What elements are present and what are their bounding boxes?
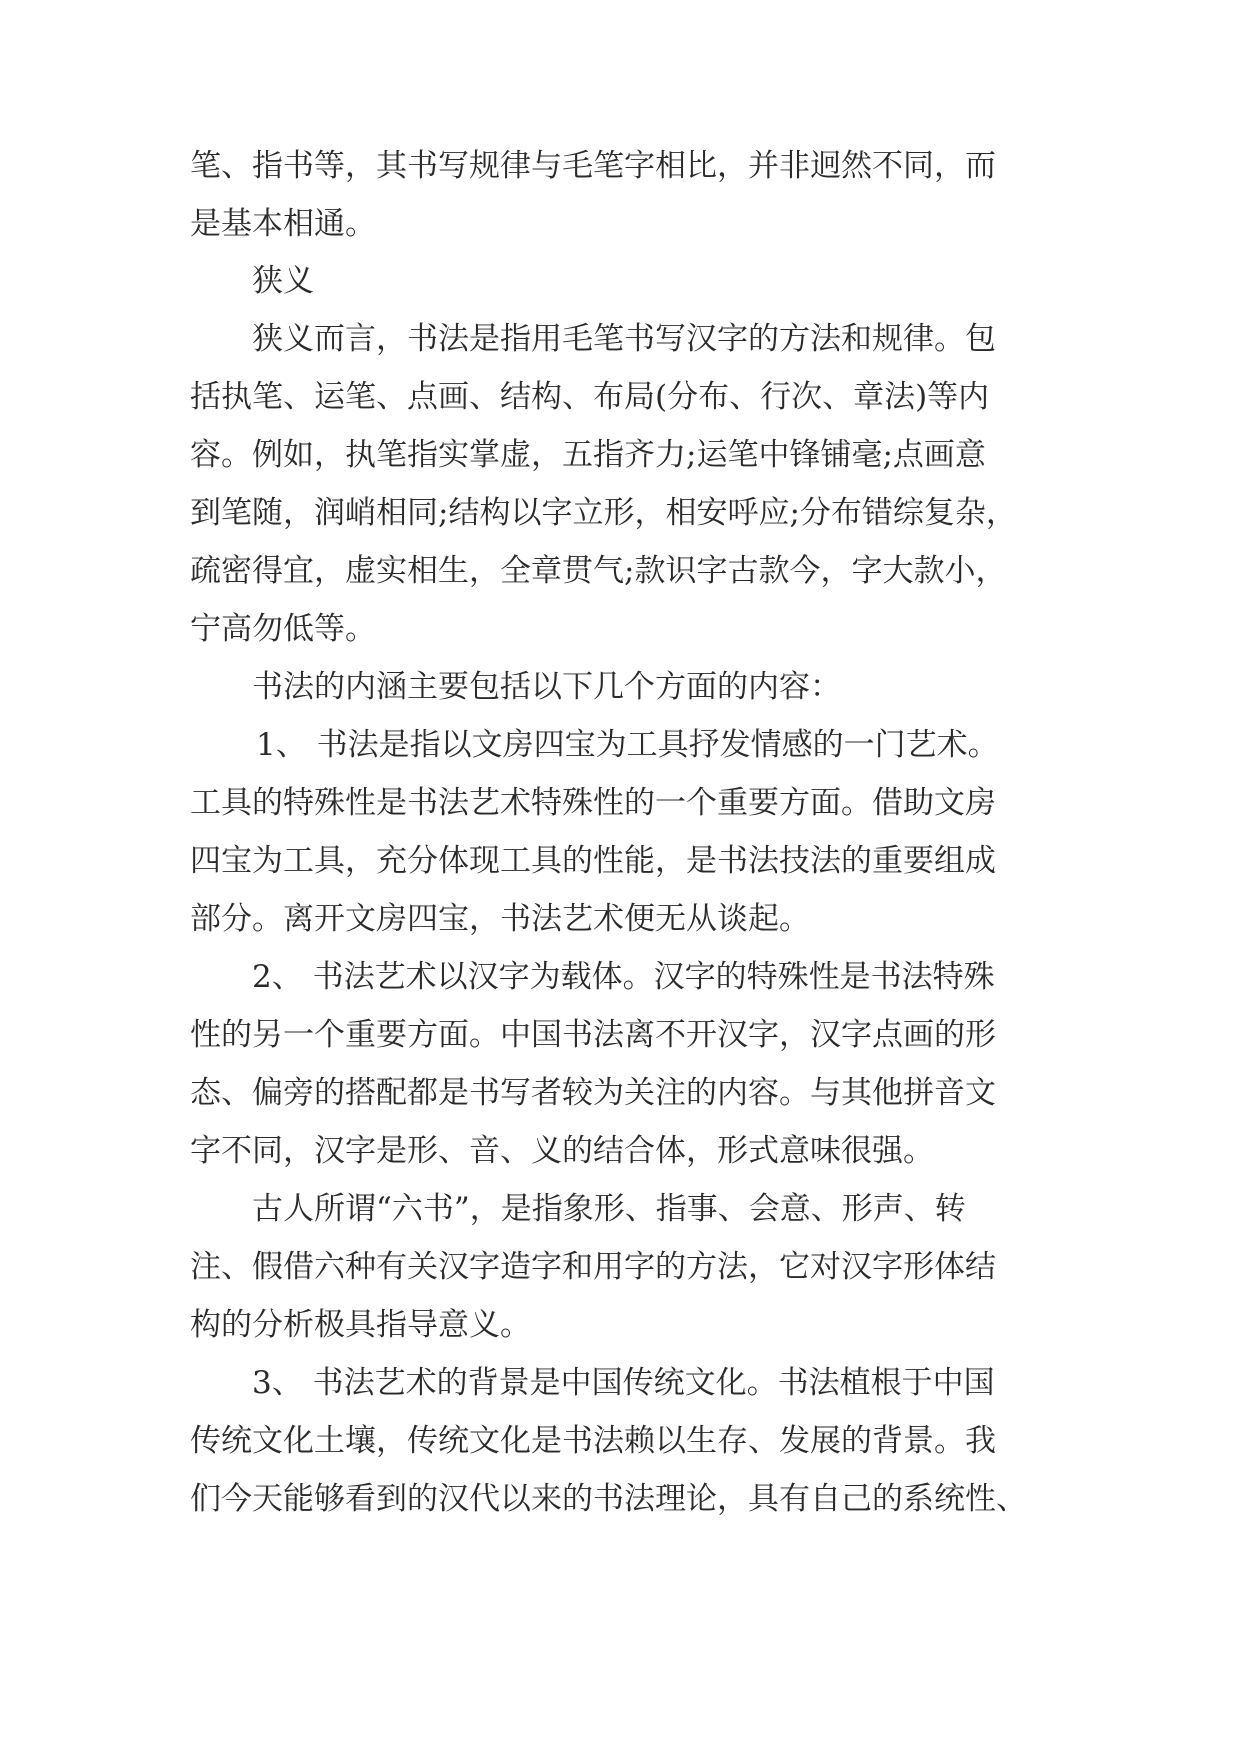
text-line: 狭义而言，书法是指用毛笔书写汉字的方法和规律。包 bbox=[252, 321, 996, 357]
text-line: 括执笔、运笔、点画、结构、布局(分布、行次、章法)等内 bbox=[190, 379, 990, 415]
text-line: 疏密得宜，虚实相生，全章贯气;款识字古款今，字大款小， bbox=[190, 553, 1007, 589]
text-line: 字不同，汉字是形、音、义的结合体，形式意味很强。 bbox=[190, 1133, 934, 1169]
text-line: 笔、指书等，其书写规律与毛笔字相比，并非迥然不同，而 bbox=[190, 148, 996, 184]
text-line: 部分。离开文房四宝，书法艺术便无从谈起。 bbox=[190, 901, 810, 937]
text-line: 到笔随，润峭相同;结构以字立形，相安呼应;分布错综复杂， bbox=[190, 495, 1017, 531]
text-line: 是基本相通。 bbox=[190, 206, 376, 242]
list-item-1: 1、 书法是指以文房四宝为工具抒发情感的一门艺术。 bbox=[256, 727, 999, 763]
list-item-2: 2、 书法艺术以汉字为载体。汉字的特殊性是书法特殊 bbox=[252, 959, 995, 995]
text-line: 们今天能够看到的汉代以来的书法理论，具有自己的系统性、 bbox=[190, 1481, 1027, 1517]
text-line: 容。例如，执笔指实掌虚，五指齐力;运笔中锋铺毫;点画意 bbox=[190, 437, 986, 473]
list-item-3: 3、 书法艺术的背景是中国传统文化。书法植根于中国 bbox=[252, 1365, 995, 1401]
text-line: 古人所谓“六书”，是指象形、指事、会意、形声、转 bbox=[252, 1191, 966, 1227]
section-heading: 狭义 bbox=[252, 263, 314, 299]
text-line: 性的另一个重要方面。中国书法离不开汉字，汉字点画的形 bbox=[190, 1017, 996, 1053]
text-line: 书法的内涵主要包括以下几个方面的内容： bbox=[252, 669, 841, 705]
text-line: 宁高勿低等。 bbox=[190, 611, 376, 647]
text-line: 注、假借六种有关汉字造字和用字的方法，它对汉字形体结 bbox=[190, 1249, 996, 1285]
text-line: 构的分析极具指导意义。 bbox=[190, 1307, 531, 1343]
text-line: 传统文化土壤，传统文化是书法赖以生存、发展的背景。我 bbox=[190, 1423, 996, 1459]
text-line: 态、偏旁的搭配都是书写者较为关注的内容。与其他拼音文 bbox=[190, 1075, 996, 1111]
text-line: 工具的特殊性是书法艺术特殊性的一个重要方面。借助文房 bbox=[190, 785, 996, 821]
text-line: 四宝为工具，充分体现工具的性能，是书法技法的重要组成 bbox=[190, 843, 996, 879]
